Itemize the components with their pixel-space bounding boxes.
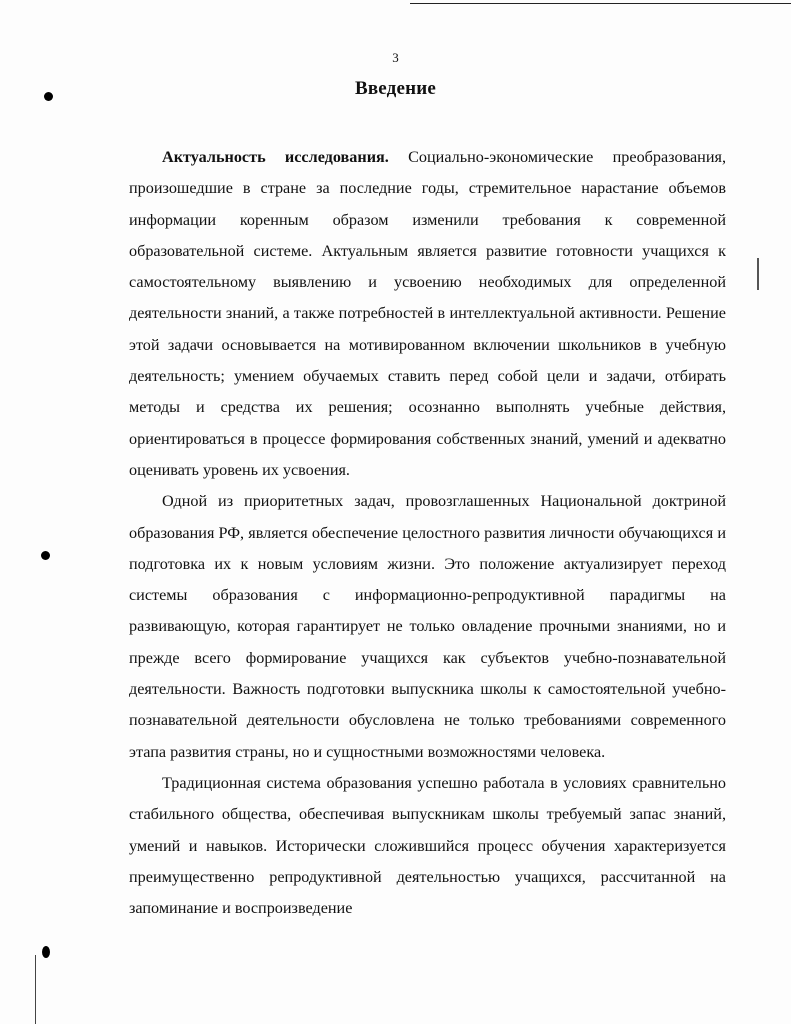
paragraph-lead: Актуальность исследования. [162, 148, 389, 166]
paragraph-text: Социально-экономические преобразования, произошедшие в стране за последние годы, стремительное нарастание объемов информации коренным образом изменили требования к современной образовательной системе. Актуальным является развитие готовности учащихся к самостоятельному выявлению и усвоению необходимых для определенной деятельности знаний, а также потребностей в интеллектуальной активности. Решение этой задачи основывается на мотивированном включении школьников в учебную деятельность; умением обучаемых ставить перед собой цели и задачи, отбирать методы и средства их решения; осознанно выполнять учебные действия, ориентироваться в процессе формирования собственных знаний, умений и адекватно оценивать уровень их усвоения. [129, 148, 726, 479]
body-text [129, 142, 726, 924]
paragraph-doctrine: Одной из приоритетных задач, провозглашенных Национальной доктриной образования РФ, является обеспечение целостного развития личности обучающихся и подготовка их к новым условиям жизни. Это положение актуализирует переход системы образования с информационно-репродуктивной парадигмы на развивающую, которая гарантирует не только овладение прочными знаниями, но и прежде всего формирование учащихся как субъектов учебно-познавательной деятельности. Важность подготовки выпускника школы к самостоятельной учебно-познавательной деятельности обусловлена не только требованиями современного этапа развития страны, но и сущностными возможностями человека. [129, 492, 726, 761]
punch-hole-mark [41, 551, 50, 560]
scan-mark-right [757, 258, 759, 290]
scan-edge-top [410, 3, 791, 4]
page-number: 3 [392, 50, 399, 65]
section-heading: Введение [354, 78, 437, 99]
paragraph-relevance [129, 142, 726, 486]
punch-hole-mark [42, 946, 50, 958]
scan-edge-left [35, 955, 36, 1024]
paragraph-traditional-system: Традиционная система образования успешно работала в условиях сравнительно стабильного общества, обеспечивая выпускникам школы требуемый запас знаний, умений и навыков. Исторически сложившийся процесс обучения характеризуется преимущественно репродуктивной деятельностью учащихся, рассчитанной на запоминание и воспроизведение [129, 773, 726, 918]
